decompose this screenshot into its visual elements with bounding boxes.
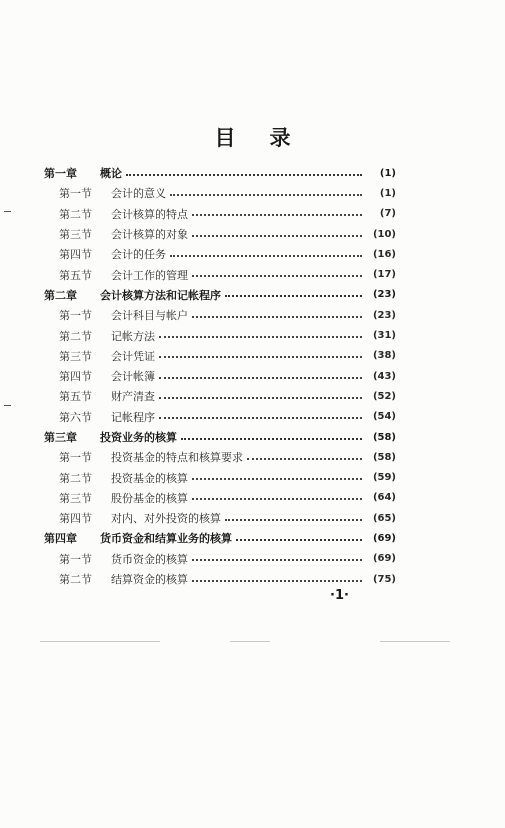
- entry-number: 第二节: [59, 329, 92, 343]
- entry-title: 记帐程序: [111, 410, 155, 424]
- scan-artifact-line: [380, 641, 450, 642]
- scan-artifact-line: [40, 641, 160, 642]
- toc-section: [44, 407, 396, 427]
- toc-section: [44, 549, 396, 569]
- entry-number: 第三节: [59, 349, 92, 363]
- entry-title: 投资基金的特点和核算要求: [111, 451, 243, 465]
- entry-page: (54): [372, 411, 396, 423]
- entry-number: 第二节: [59, 471, 92, 485]
- page-title: 目录: [214, 126, 325, 150]
- dot-leader: [159, 394, 362, 399]
- toc-chapter: [44, 427, 396, 447]
- entry-title: 货币资金的核算: [111, 552, 188, 566]
- dot-leader: [170, 252, 362, 257]
- entry-number: 第四节: [59, 248, 92, 262]
- entry-title: 会计的任务: [111, 248, 166, 262]
- entry-page: (64): [372, 492, 396, 504]
- entry-title: 财产清查: [111, 390, 155, 404]
- table-of-contents: [44, 163, 396, 589]
- entry-number: 第四节: [59, 512, 92, 526]
- toc-section: [44, 305, 396, 325]
- toc-section: [44, 244, 396, 264]
- entry-page: (31): [372, 330, 396, 342]
- toc-chapter: [44, 285, 396, 305]
- dot-leader: [192, 475, 362, 480]
- entry-page: (7): [379, 208, 396, 220]
- dot-leader: [192, 577, 362, 582]
- entry-number: 第二节: [59, 573, 92, 587]
- entry-number: 第四节: [59, 370, 92, 384]
- entry-page: (10): [372, 228, 396, 240]
- entry-title: 会计帐簿: [111, 370, 155, 384]
- entry-title: 会计工作的管理: [111, 268, 188, 282]
- toc-section: [44, 467, 396, 487]
- toc-section: [44, 488, 396, 508]
- entry-title: 会计核算的对象: [111, 228, 188, 242]
- dot-leader: [181, 435, 362, 440]
- entry-page: (38): [372, 350, 396, 362]
- toc-section: [44, 569, 396, 589]
- entry-number: 第二章: [44, 288, 77, 302]
- entry-number: 第六节: [59, 410, 92, 424]
- entry-number: 第一节: [59, 451, 92, 465]
- entry-page: (1): [379, 167, 396, 179]
- dot-leader: [170, 191, 362, 196]
- entry-page: (65): [372, 512, 396, 524]
- dot-leader: [247, 455, 362, 460]
- dot-leader: [225, 516, 362, 521]
- toc-chapter: [44, 528, 396, 548]
- entry-number: 第一节: [59, 309, 92, 323]
- entry-page: (16): [372, 248, 396, 260]
- dot-leader: [159, 333, 362, 338]
- dot-leader: [192, 495, 362, 500]
- entry-number: 第二节: [59, 207, 92, 221]
- dot-leader: [192, 232, 362, 237]
- toc-section: [44, 325, 396, 345]
- dot-leader: [236, 536, 362, 541]
- entry-number: 第三节: [59, 228, 92, 242]
- dot-leader: [159, 353, 362, 358]
- toc-section: [44, 264, 396, 284]
- toc-section: [44, 204, 396, 224]
- entry-title: 会计科目与帐户: [111, 309, 188, 323]
- entry-title: 对内、对外投资的核算: [111, 512, 221, 526]
- entry-page: (75): [372, 573, 396, 585]
- entry-page: (52): [372, 390, 396, 402]
- entry-page: (59): [372, 472, 396, 484]
- toc-section: [44, 224, 396, 244]
- page-number: ·1·: [330, 588, 349, 603]
- entry-title: 投资业务的核算: [100, 431, 177, 444]
- toc-section: [44, 183, 396, 203]
- entry-number: 第一章: [44, 167, 77, 181]
- dot-leader: [192, 313, 362, 318]
- entry-page: (23): [372, 289, 396, 301]
- entry-title: 会计核算的特点: [111, 207, 188, 221]
- entry-number: 第三节: [59, 491, 92, 505]
- toc-chapter: [44, 163, 396, 183]
- entry-title: 股份基金的核算: [111, 491, 188, 505]
- scan-mark: [4, 211, 11, 212]
- entry-title: 会计核算方法和记帐程序: [100, 288, 221, 302]
- entry-number: 第五节: [59, 390, 92, 404]
- entry-title: 货币资金和结算业务的核算: [100, 532, 232, 546]
- dot-leader: [225, 292, 362, 297]
- entry-number: 第五节: [59, 268, 92, 282]
- scan-artifact-line: [230, 641, 270, 642]
- entry-number: 第四章: [44, 532, 77, 546]
- entry-title: 会计凭证: [111, 349, 155, 363]
- dot-leader: [159, 374, 362, 379]
- entry-page: (23): [372, 309, 396, 321]
- toc-section: [44, 366, 396, 386]
- entry-number: 第一节: [59, 552, 92, 566]
- entry-number: 第一节: [59, 187, 92, 201]
- entry-number: 第三章: [44, 431, 77, 444]
- entry-page: (58): [372, 431, 396, 443]
- entry-title: 概论: [100, 167, 122, 181]
- dot-leader: [192, 272, 362, 277]
- toc-section: [44, 346, 396, 366]
- toc-section: [44, 447, 396, 467]
- entry-title: 会计的意义: [111, 187, 166, 201]
- entry-title: 投资基金的核算: [111, 471, 188, 485]
- entry-page: (43): [372, 370, 396, 382]
- entry-page: (58): [372, 451, 396, 463]
- entry-page: (69): [372, 532, 396, 544]
- entry-page: (17): [372, 269, 396, 281]
- dot-leader: [126, 171, 362, 176]
- entry-page: (69): [372, 553, 396, 565]
- toc-section: [44, 508, 396, 528]
- dot-leader: [192, 556, 362, 561]
- entry-title: 记帐方法: [111, 329, 155, 343]
- dot-leader: [159, 414, 362, 419]
- entry-title: 结算资金的核算: [111, 573, 188, 587]
- toc-section: [44, 386, 396, 406]
- scan-mark: [4, 405, 11, 406]
- entry-page: (1): [379, 187, 396, 199]
- dot-leader: [192, 211, 362, 216]
